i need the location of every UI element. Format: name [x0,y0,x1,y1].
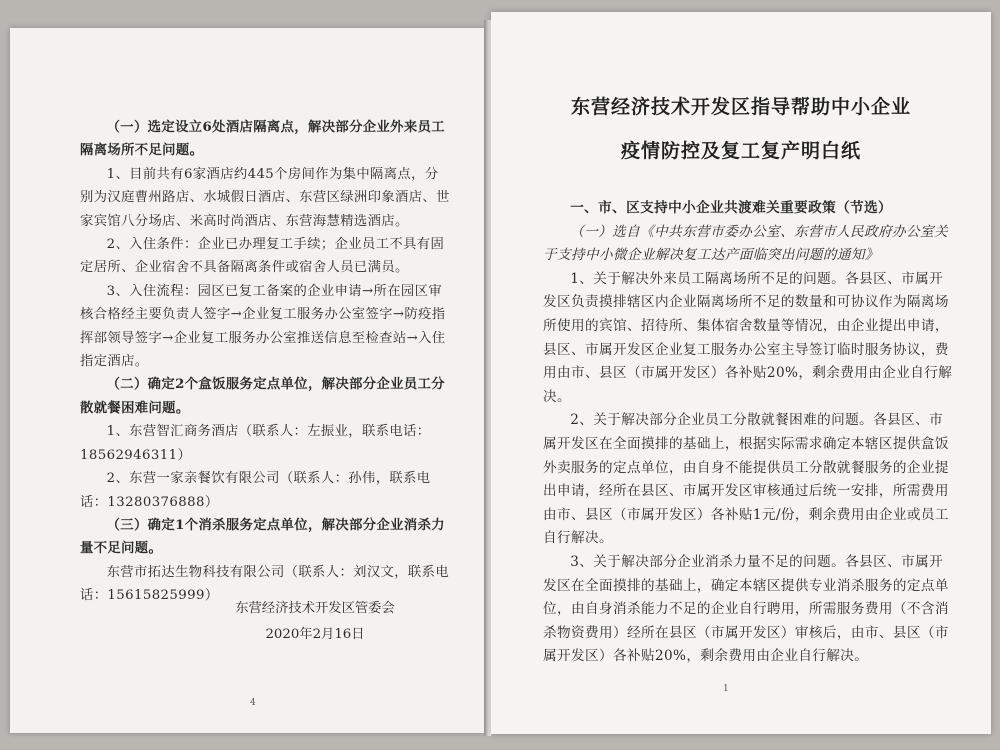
document-title-line-2: 疫情防控及复工复产明白纸 [620,140,861,162]
left-page [10,28,484,733]
left-paragraph-8: （三）确定1个消杀服务定点单位，解决部分企业消杀力量不足问题。 [80,517,445,557]
right-page-number: 1 [723,684,729,694]
section-heading: 一、市、区支持中小企业共渡难关重要政策（节选） [570,200,893,216]
left-paragraph-4: 3、入住流程：园区已复工备案的企业申请→所在园区审核合格经主要负责人签字→企业复工服务办公室签字→防疫指挥部领导签字→企业复工服务办公室推送信息至检查站→入住指定酒店。 [80,283,446,370]
signature-organization: 东营经济技术开发区管委会 [235,601,395,616]
left-paragraph-9: 东营市拓达生物科技有限公司（联系人：刘汉文，联系电话：15615825999） [80,564,450,604]
left-paragraph-7: 2、东营一家亲餐饮有限公司（联系人：孙伟，联系电话：13280376888） [80,471,431,510]
right-page-body [543,197,953,669]
right-paragraph-3: 2、关于解决部分企业员工分散就餐困难的问题。各县区、市属开发区在全面摸排的基础上，根据实际需求确定本辖区提供盒饭外卖服务的定点单位，由自身不能提供员工分散就餐服务的企业提出申请，经所在县区、市属开发区审核通过后统一安排，所需费用由市、县区（市属开发区）各补贴1元/份，剩余费用由企业或员工自行解决。 [543,412,949,547]
book-gutter [484,20,491,736]
left-paragraph-2: 1、目前共有6家酒店约445个房间作为集中隔离点，分别为汉庭曹州路店、水城假日酒店、东营区绿洲印象酒店、世家宾馆八分场店、米高时尚酒店、东营海慧精选酒店。 [80,166,450,229]
signature-date: 2020年2月16日 [265,627,365,642]
left-paragraph-5: （二）确定2个盒饭服务定点单位，解决部分企业员工分散就餐困难问题。 [80,377,445,416]
left-paragraph-1: （一）选定设立6处酒店隔离点，解决部分企业外来员工隔离场所不足问题。 [80,120,445,159]
document-title-line-1: 东营经济技术开发区指导帮助中小企业 [570,96,911,118]
left-paragraph-3: 2、入住条件：企业已办理复工手续；企业员工不具有固定居所、企业宿舍不具备隔离条件或宿舍人员已满员。 [80,237,445,276]
right-paragraph-4: 3、关于解决部分企业消杀力量不足的问题。各县区、市属开发区在全面摸排的基础上，确定本辖区提供专业消杀服务的定点单位，由自身消杀能力不足的企业自行聘用，所需服务费用（不含消杀物资费用）经所在县区（市属开发区）审核后，由市、县区（市属开发区）各补贴20%，剩余费用由企业自行解决。 [543,553,949,665]
left-page-number: 4 [250,698,256,708]
right-paragraph-2: 1、关于解决外来员工隔离场所不足的问题。各县区、市属开发区负责摸排辖区内企业隔离场所不足的数量和可协议作为隔离场所使用的宾馆、招待所、集体宿舍数量等情况，由企业提出申请，县区、市属开发区企业复工服务办公室主导签订临时服务协议，费用由市、县区（市属开发区）各补贴20%，剩余费用由企业自行解决。 [543,270,953,405]
left-paragraph-6: 1、东营智汇商务酒店（联系人：左振业，联系电话：18562946311） [80,424,431,463]
right-page [491,12,991,734]
right-paragraph-1: （一）选自《中共东营市委办公室、东营市人民政府办公室关于支持中小微企业解决复工达产面临突出问题的通知》 [543,223,949,264]
left-page-body [80,116,450,608]
